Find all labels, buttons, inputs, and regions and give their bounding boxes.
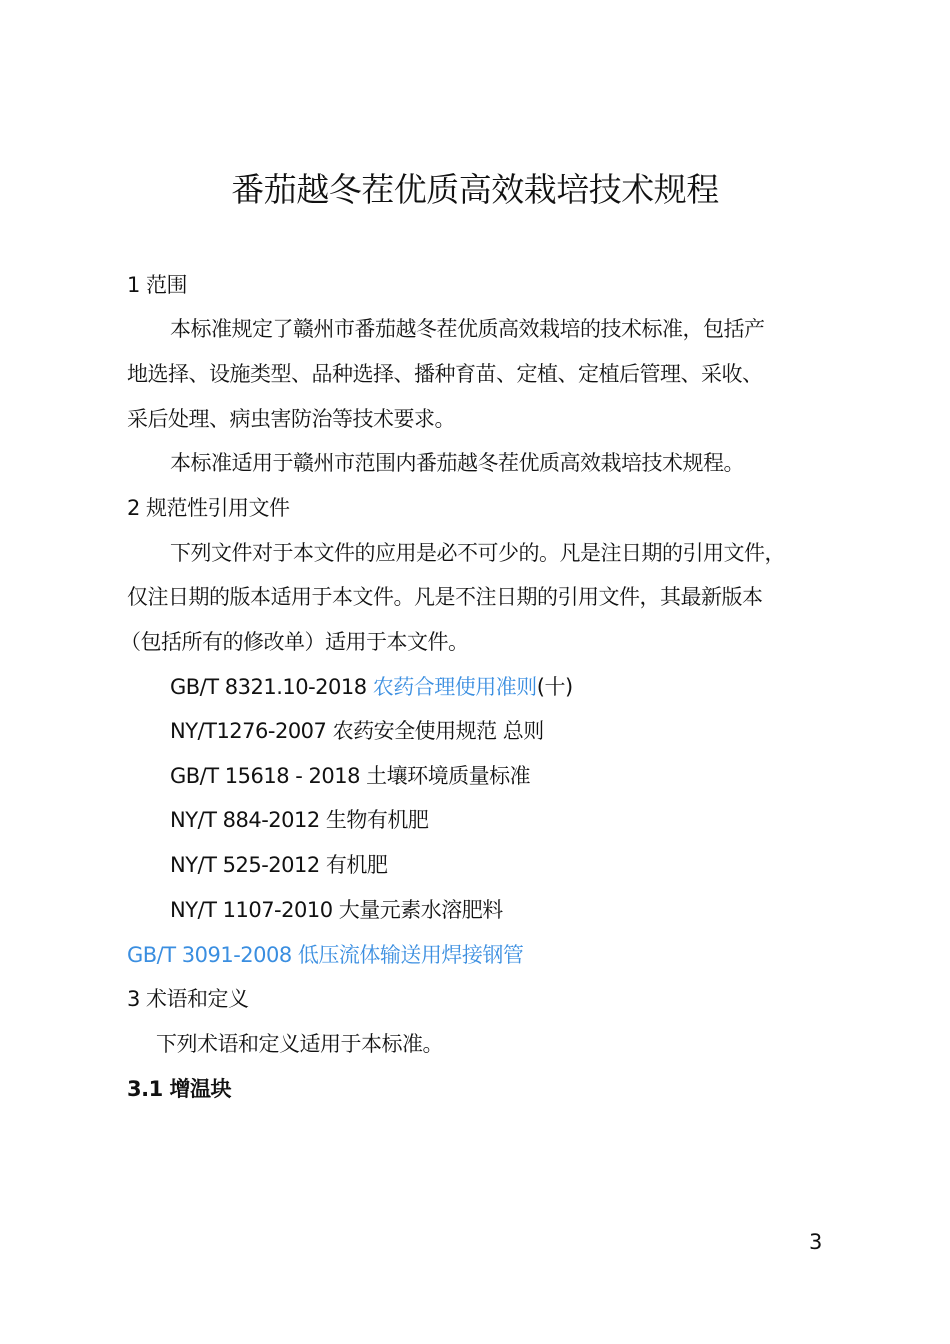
paragraph-line: 采后处理、病虫害防治等技术要求。 <box>127 407 455 431</box>
reference-suffix: (十) <box>536 675 573 699</box>
reference-item: NY/T 1107-2010 大量元素水溶肥料 <box>170 898 503 922</box>
section-2-heading: 2 规范性引用文件 <box>127 496 290 520</box>
reference-link[interactable]: GB/T 3091-2008 低压流体输送用焊接钢管 <box>127 943 524 967</box>
reference-item: NY/T 884-2012 生物有机肥 <box>170 808 429 832</box>
section-3-1-heading: 3.1 增温块 <box>127 1077 232 1101</box>
paragraph-line: 本标准适用于赣州市范围内番茄越冬茬优质高效栽培技术规程。 <box>170 451 744 475</box>
document-title: 番茄越冬茬优质高效栽培技术规程 <box>231 170 719 209</box>
section-3-heading: 3 术语和定义 <box>127 987 249 1011</box>
reference-code: GB/T 8321.10-2018 <box>170 675 373 699</box>
reference-item: NY/T1276-2007 农药安全使用规范 总则 <box>170 719 544 743</box>
paragraph-line: 地选择、设施类型、品种选择、播种育苗、定植、定植后管理、采收、 <box>127 362 763 386</box>
reference-link[interactable]: 农药合理使用准则 <box>372 675 537 699</box>
reference-item <box>170 674 573 700</box>
paragraph-line: （包括所有的修改单）适用于本文件。 <box>120 630 469 654</box>
paragraph-line: 本标准规定了赣州市番茄越冬茬优质高效栽培的技术标准，包括产 <box>170 317 765 341</box>
paragraph-line: 下列文件对于本文件的应用是必不可少的。凡是注日期的引用文件， <box>170 541 785 565</box>
section-1-heading: 1 范围 <box>127 273 188 297</box>
page-number: 3 <box>809 1230 823 1254</box>
paragraph-line: 仅注日期的版本适用于本文件。凡是不注日期的引用文件，其最新版本 <box>127 585 763 609</box>
reference-item: NY/T 525-2012 有机肥 <box>170 853 388 877</box>
reference-item: GB/T 15618 - 2018 土壤环境质量标准 <box>170 764 531 788</box>
paragraph-line: 下列术语和定义适用于本标准。 <box>156 1032 443 1056</box>
